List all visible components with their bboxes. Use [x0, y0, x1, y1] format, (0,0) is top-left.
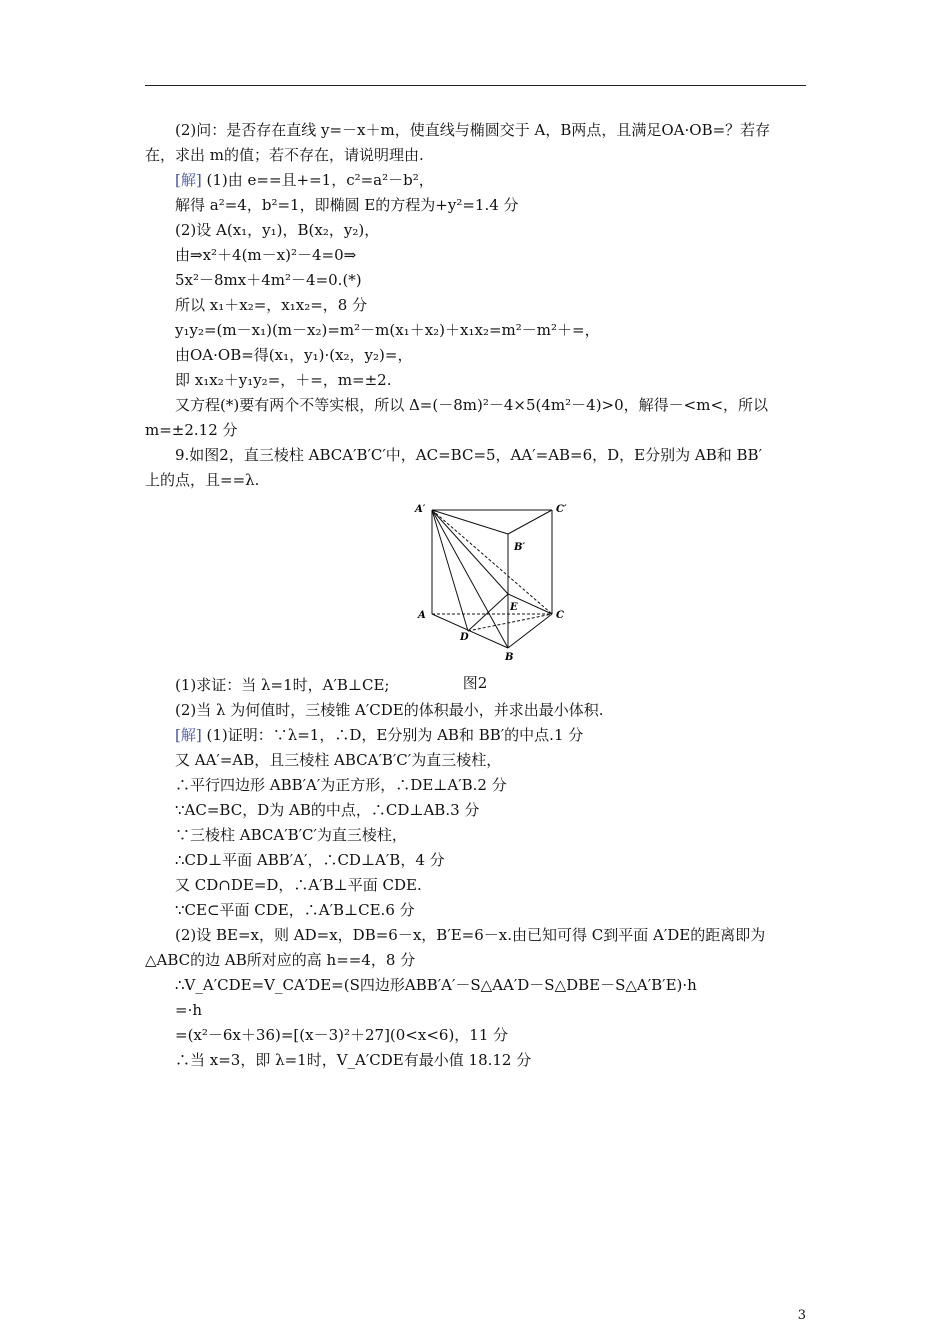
text-line: ∵三棱柱 ABCA′B′C′为直三棱柱，	[175, 826, 407, 844]
text-line	[175, 725, 583, 745]
text-line: (2)问：是否存在直线 y=－x＋m，使直线与椭圆交于 A，B两点，且满足OA·OB=？若存	[175, 121, 771, 139]
label-b1: B′	[514, 542, 526, 553]
segment-a1e	[432, 510, 508, 594]
text-line: m=±2.12 分	[145, 421, 238, 439]
text-line: =·h	[175, 1001, 202, 1019]
text-line: =(x²－6x＋36)=[(x－3)²＋27](0<x<6)，11 分	[175, 1026, 509, 1044]
text-span: (1)证明：∵λ=1，∴D，E分别为 AB和 BB′的中点.1 分	[201, 726, 584, 744]
label-c1: C′	[556, 504, 567, 515]
text-line: ∴当 x=3，即 λ=1时，V_A′CDE有最小值 18.12 分	[175, 1051, 532, 1069]
text-line: (2)设 A(x₁，y₁)，B(x₂，y₂)，	[175, 221, 380, 239]
segment-a1d	[432, 510, 468, 631]
label-e: E	[510, 602, 518, 613]
text-line: (1)求证：当 λ=1时，A′B⊥CE;	[175, 676, 390, 694]
text-line: 所以 x₁＋x₂=，x₁x₂=，8 分	[175, 296, 368, 314]
text-line: 上的点，且==λ.	[145, 471, 260, 489]
segment-de	[468, 594, 508, 631]
solution-tag: [解]	[175, 171, 202, 189]
text-line: 5x²－8mx＋4m²－4=0.(*)	[175, 271, 362, 289]
text-line: 9.如图2，直三棱柱 ABCA′B′C′中，AC=BC=5，AA′=AB=6，D，E分别为 AB和 BB′	[175, 446, 762, 464]
figure-caption: 图2	[462, 674, 488, 692]
text-line: 在，求出 m的值；若不存在，请说明理由.	[145, 146, 424, 164]
label-a1: A′	[415, 504, 426, 515]
text-line: 由⇒x²＋4(m－x)²－4=0⇒	[175, 246, 357, 264]
text-line: (2)设 BE=x，则 AD=x，DB=6－x，B′E=6－x.由已知可得 C到平面 A′DE的距离即为	[175, 926, 766, 944]
hidden-segment-a1c	[432, 510, 552, 614]
text-line: 又 CD∩DE=D，∴A′B⊥平面 CDE.	[175, 876, 422, 894]
text-line: ∴V_A′CDE=V_CA′DE=(S四边形ABB′A′－S△AA′D－S△DBE－S△A′B′E)·h	[175, 976, 697, 994]
text-line: ∵CE⊂平面 CDE，∴A′B⊥CE.6 分	[175, 901, 415, 919]
text-line: 即 x₁x₂＋y₁y₂=，＋=，m=±2.	[175, 371, 392, 389]
text-line: △ABC的边 AB所对应的高 h==4，8 分	[145, 951, 416, 969]
page-number: 3	[797, 1308, 806, 1323]
text-span: (1)由 e==且+=1，c²=a²－b²，	[201, 171, 434, 189]
hidden-segment-dc	[468, 614, 552, 631]
header-rule	[145, 85, 806, 86]
solution-tag: [解]	[175, 726, 202, 744]
label-d: D	[460, 632, 469, 643]
text-line: 解得 a²=4，b²=1，即椭圆 E的方程为+y²=1.4 分	[175, 196, 519, 214]
text-line: ∵AC=BC，D为 AB的中点，∴CD⊥AB.3 分	[175, 801, 480, 819]
text-line: y₁y₂=(m－x₁)(m－x₂)=m²－m(x₁＋x₂)＋x₁x₂=m²－m²＋=，	[175, 321, 600, 339]
edge-c1b1	[508, 510, 552, 534]
text-line: ∴平行四边形 ABB′A′为正方形，∴DE⊥A′B.2 分	[175, 776, 507, 794]
text-line: ∴CD⊥平面 ABB′A′，∴CD⊥A′B，4 分	[175, 851, 445, 869]
prism-figure	[410, 498, 580, 666]
text-line: 由OA·OB=得(x₁，y₁)·(x₂，y₂)=，	[175, 346, 413, 364]
label-a: A	[418, 610, 426, 621]
text-line: 又 AA′=AB，且三棱柱 ABCA′B′C′为直三棱柱，	[175, 751, 502, 769]
text-line	[175, 170, 434, 190]
label-b: B	[505, 652, 514, 663]
edge-cb	[508, 614, 552, 648]
text-line: 又方程(*)要有两个不等实根，所以 Δ=(－8m)²－4×5(4m²－4)>0，解得－<m<，所以	[175, 396, 769, 414]
text-line: (2)当 λ 为何值时，三棱锥 A′CDE的体积最小，并求出最小体积.	[175, 701, 604, 719]
label-c: C	[556, 610, 564, 621]
